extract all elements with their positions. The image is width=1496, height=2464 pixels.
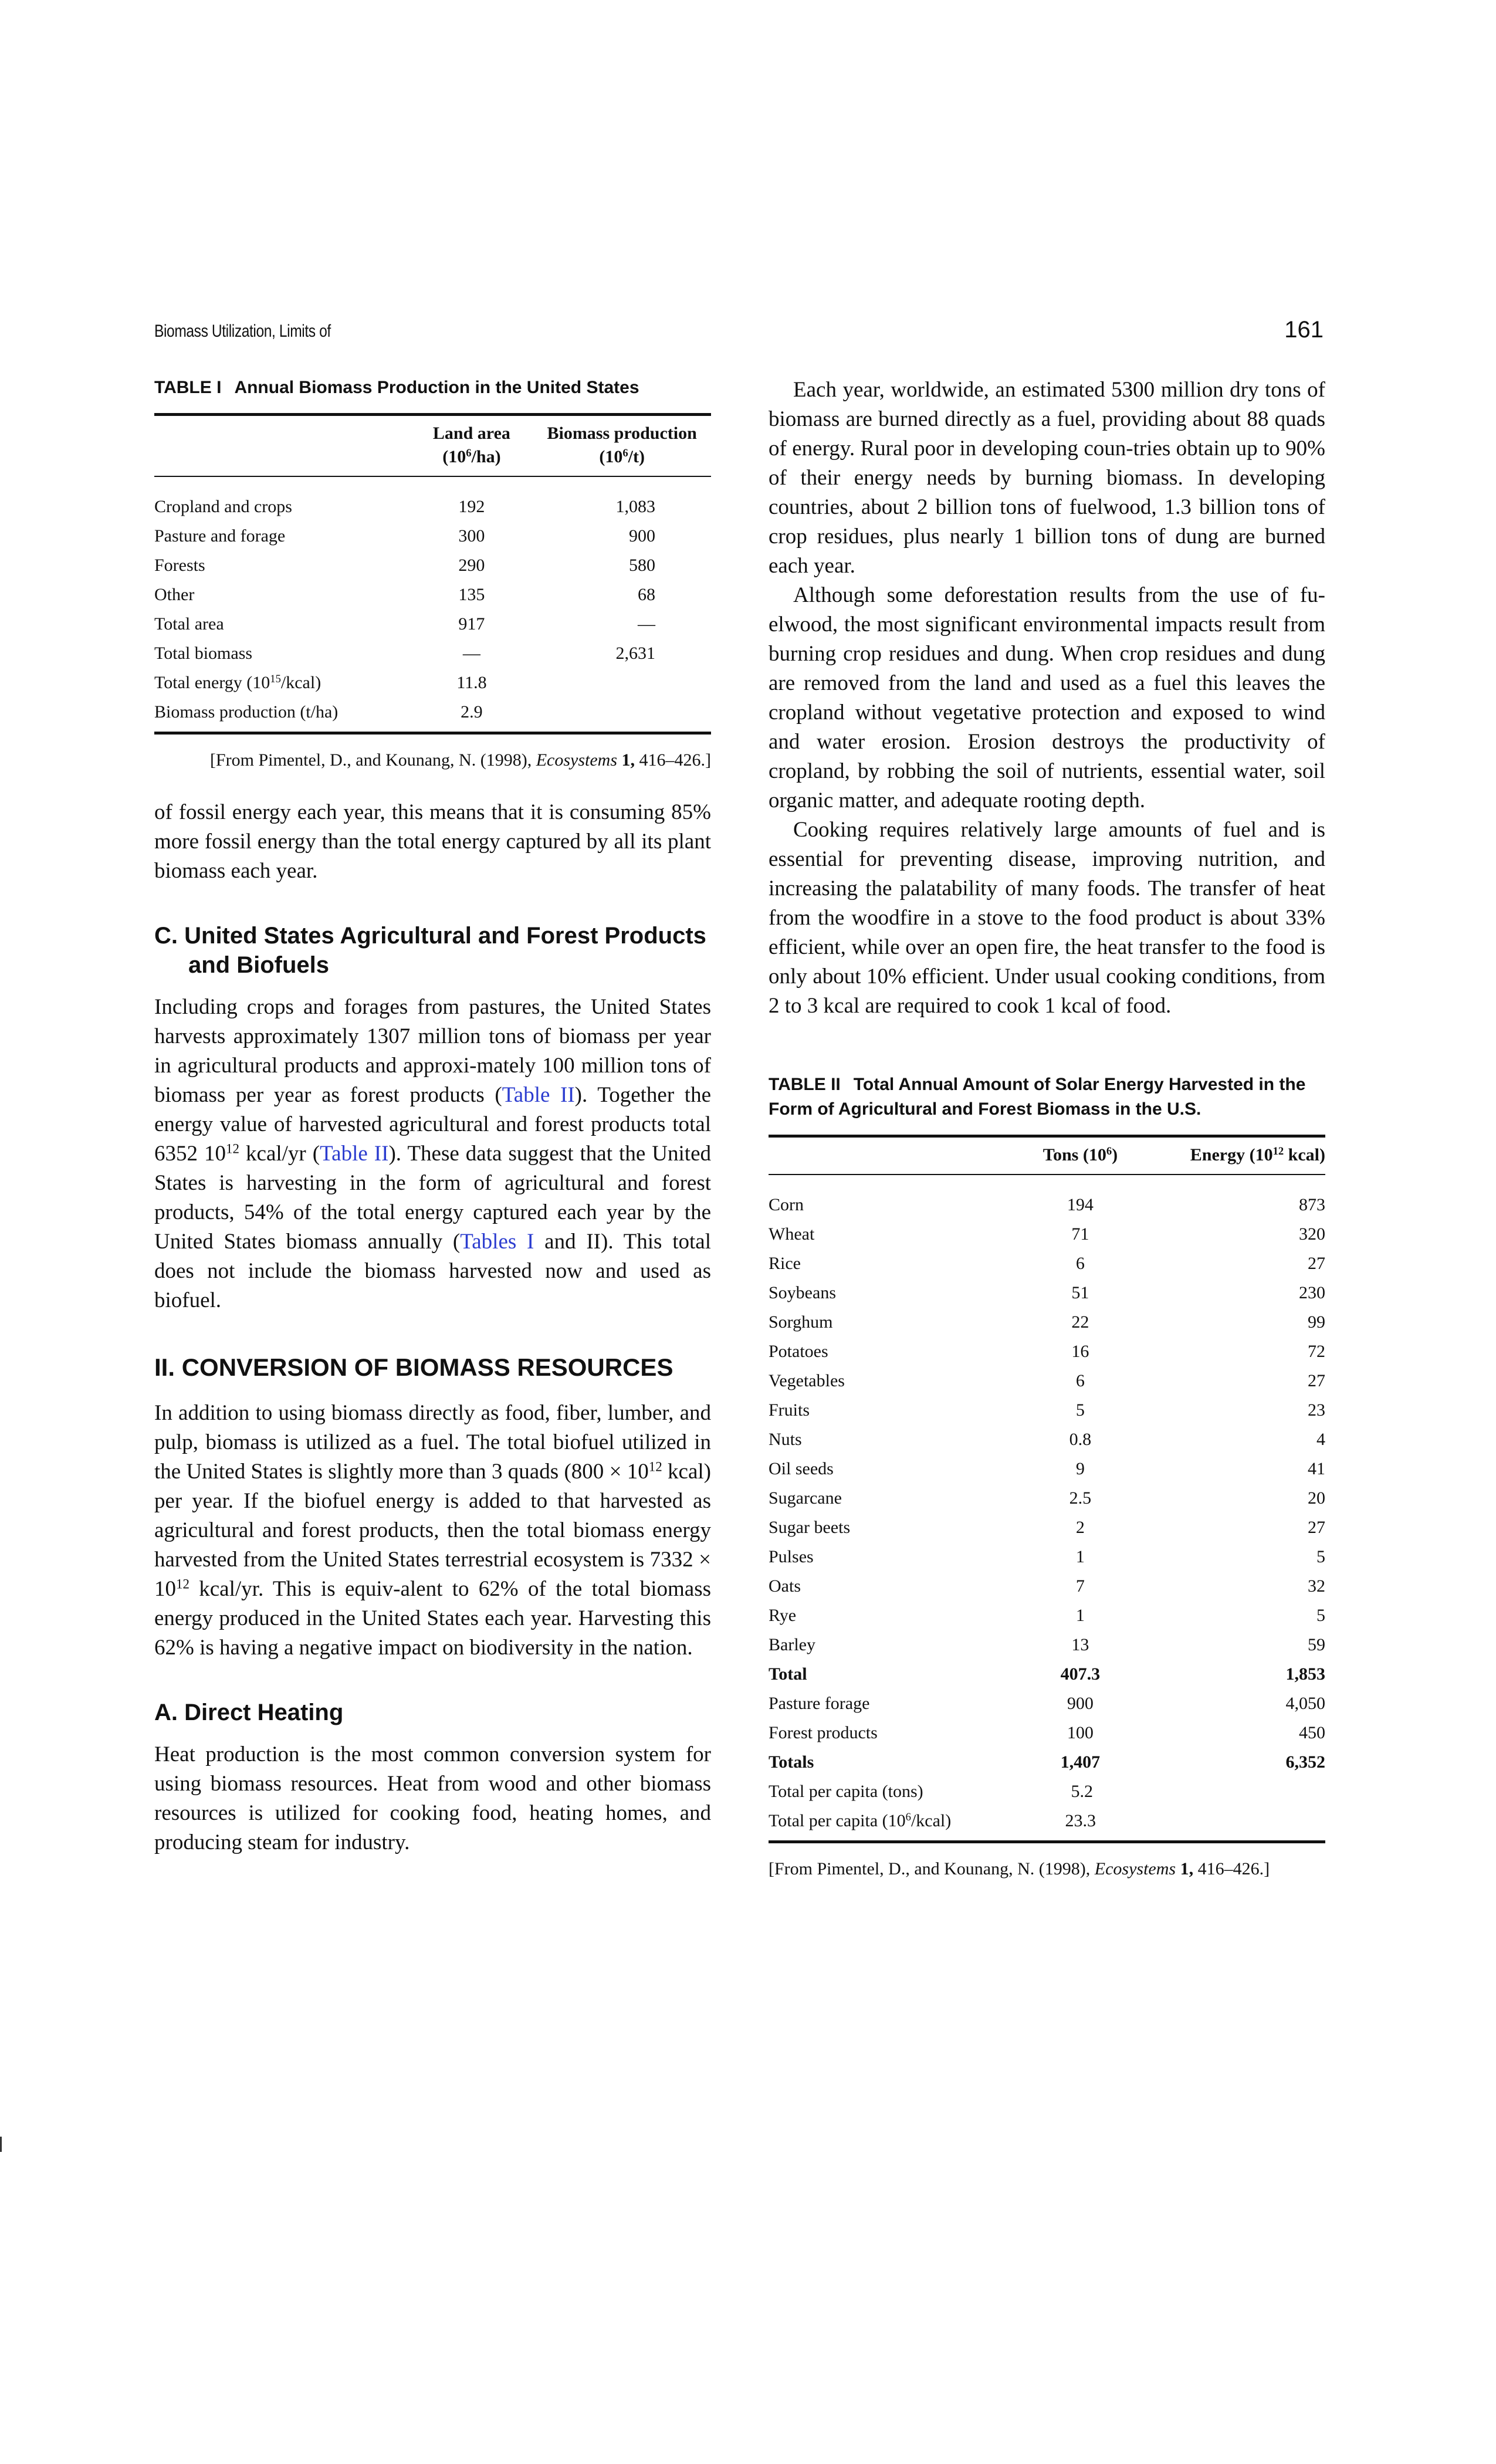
page-number: 161 [1284, 317, 1324, 343]
table-row: Potatoes 16 72 [769, 1342, 1325, 1361]
running-header: Biomass Utilization, Limits of [154, 321, 331, 341]
right-paragraph-2: Although some deforestation results from the use of fu-elwood, the most significant environmental impacts result from burning crop residues and dung. When crop residues and dung are removed from the land and used as a fuel this leaves the cropland without vegetative protection and exposed to wind and water erosion. Erosion destroys the productivity of cropland, by robbing the soil of nutrients, essential water, soil organic matter, and adequate rooting depth. [769, 583, 1325, 813]
table-row: Rice 6 27 [769, 1254, 1325, 1273]
table-row: Corn 194 873 [769, 1195, 1325, 1214]
table-row: Rye 1 5 [769, 1606, 1325, 1625]
right-paragraph-1: Each year, worldwide, an estimated 5300 million dry tons of biomass are burned directly as a fuel, providing about 88 quads of energy. Rural poor in developing coun-tries obtain up to 90% of their energy needs by burning biomass. In developing countries, about 2 billion tons of fuelwood, 1.3 billion tons of crop residues, plus nearly 1 billion tons of dung are burned each year. [769, 378, 1325, 578]
table1-header-land: Land area $(10^6/ha)$ [432, 424, 510, 466]
table-row: Pulses 1 5 [769, 1547, 1325, 1566]
table-row: Sorghum 22 99 [769, 1312, 1325, 1332]
table-row: Other 135 68 [154, 585, 655, 604]
table-row: Soybeans 51 230 [769, 1283, 1325, 1302]
table-row: Cropland and crops 192 1,083 [154, 497, 655, 516]
table-ii-link[interactable]: Table II [320, 1142, 389, 1166]
section-ii-heading: II. CONVERSION OF BIOMASS RESOURCES [154, 1353, 673, 1381]
table-row: Oil seeds 9 41 [769, 1459, 1325, 1478]
table2-header-tons: Tons $(10^6)$ [1043, 1145, 1118, 1165]
section-c-heading: C. United States Agricultural and Forest Products and Biofuels [154, 923, 706, 978]
table-row: Nuts 0.8 4 [769, 1430, 1325, 1449]
table2-title: Total Annual Amount of Solar Energy Harvested in the Form of Agricultural and Forest Biomass in the U.S. [769, 1075, 1306, 1119]
table2-header-blank [769, 1136, 1014, 1175]
table1-title: Annual Biomass Production in the United States [234, 378, 639, 397]
table-row: Barley 13 59 [769, 1635, 1325, 1654]
margin-mark [0, 2137, 2, 2152]
left-paragraph-1: of fossil energy each year, this means that it is consuming 85% more fossil energy than the total energy captured by all its plant biomass each year. [154, 800, 711, 883]
table1-source: [From Pimentel, D., and Kounang, N. (1998), Ecosystems 1, 416–426.] [209, 750, 711, 770]
table-row: Total per capita (tons) 5.2 [769, 1782, 1094, 1801]
table-row: Forests 290 580 [154, 556, 655, 575]
table2-source: [From Pimentel, D., and Kounang, N. (1998), Ecosystems 1, 416–426.] [769, 1859, 1270, 1879]
table-i-link[interactable]: Tables I [460, 1230, 534, 1254]
right-paragraph-3: Cooking requires relatively large amounts of fuel and is essential for preventing disease, improving nutrition, and increasing the palatability of many foods. The transfer of heat from the woodfire in a stove to the food product is about 33% efficient, while over an open fire, the heat transfer to the food is only about 10% efficient. Under usual cooking conditions, from 2 to 3 kcal are required to cook 1 kcal of food. [769, 818, 1325, 1018]
right-column [769, 375, 1325, 1882]
table-row: Sugarcane 2.5 20 [769, 1488, 1325, 1508]
section-ii-paragraph: In addition to using biomass directly as food, fiber, lumber, and pulp, biomass is utilized as a fuel. The total biofuel utilized in the United States is slightly more than 3 quads ($800 \times 10^{12}$ kcal) per year. If the biofuel energy is added to that harvested as agricultural and forest products, then the total biomass energy harvested from the United States terrestrial ecosystem is $7332 \times 10^{12}$ kcal/yr. This is equiv-alent to 62% of the total biomass energy produced in the United States each year. Harvesting this 62% is having a negative impact on biodiversity in the nation. [154, 1401, 712, 1660]
section-c-paragraph: Including crops and forages from pastures, the United States harvests approximately 1307 million tons of biomass per year in agricultural products and approxi-mately 100 million tons of biomass per year as forest products (Table II). Together the energy value of harvested agricultural and forest products total 6352 $10^{12}$ kcal/yr (Table II). These data suggest that the United States is harvesting in the form of agricultural and forest products, 54% of the total energy captured each year by the United States biomass annually (Tables I and II). This total does not include the biomass harvested now and used as biofuel. [154, 995, 712, 1312]
table2 [769, 1135, 1325, 1843]
section-a-heading: A. Direct Heating [154, 1700, 344, 1725]
table-row: Totals 1,407 6,352 [769, 1752, 1325, 1772]
table-row: Sugar beets 2 27 [769, 1518, 1325, 1537]
table-row: Pasture forage 900 4,050 [769, 1694, 1325, 1713]
table1-header-blank [154, 415, 411, 477]
table2-label: TABLE II [769, 1075, 841, 1094]
table-row: Total per capita $(10^6/kcal)$ 23.3 [769, 1810, 1096, 1830]
table1 [154, 413, 711, 735]
table-row: Oats 7 32 [769, 1576, 1325, 1596]
table-row: Pasture and forage 300 900 [154, 526, 655, 546]
table-row: Total 407.3 1,853 [769, 1664, 1325, 1684]
table1-header-production: Biomass production $(10^6/t)$ [547, 424, 697, 466]
table-row: Vegetables 6 27 [769, 1371, 1325, 1390]
table-ii-link[interactable]: Table II [502, 1083, 575, 1107]
table-row: Fruits 5 23 [769, 1400, 1325, 1420]
table-row: Wheat 71 320 [769, 1224, 1325, 1244]
table-row: Total area 917 — [154, 614, 655, 634]
table-row: Biomass production (t/ha) 2.9 [154, 702, 483, 722]
table2-header-energy: Energy ($10^{12}$ kcal) [1190, 1145, 1325, 1165]
table2-body [769, 1175, 1325, 1842]
table-row: Total biomass — 2,631 [154, 644, 655, 663]
table2-caption [769, 1072, 1325, 1122]
section-a-paragraph: Heat production is the most common conversion system for using biomass resources. Heat from wood and other biomass resources is utilized for cooking food, heating homes, and producing steam for industry. [154, 1742, 711, 1854]
table1-label: TABLE I [154, 378, 222, 397]
table1-caption [154, 375, 711, 400]
left-column [154, 375, 711, 1857]
table-row: Forest products 100 450 [769, 1723, 1325, 1742]
table-row: Total energy $(10^{15}/kcal)$ 11.8 [154, 672, 487, 692]
